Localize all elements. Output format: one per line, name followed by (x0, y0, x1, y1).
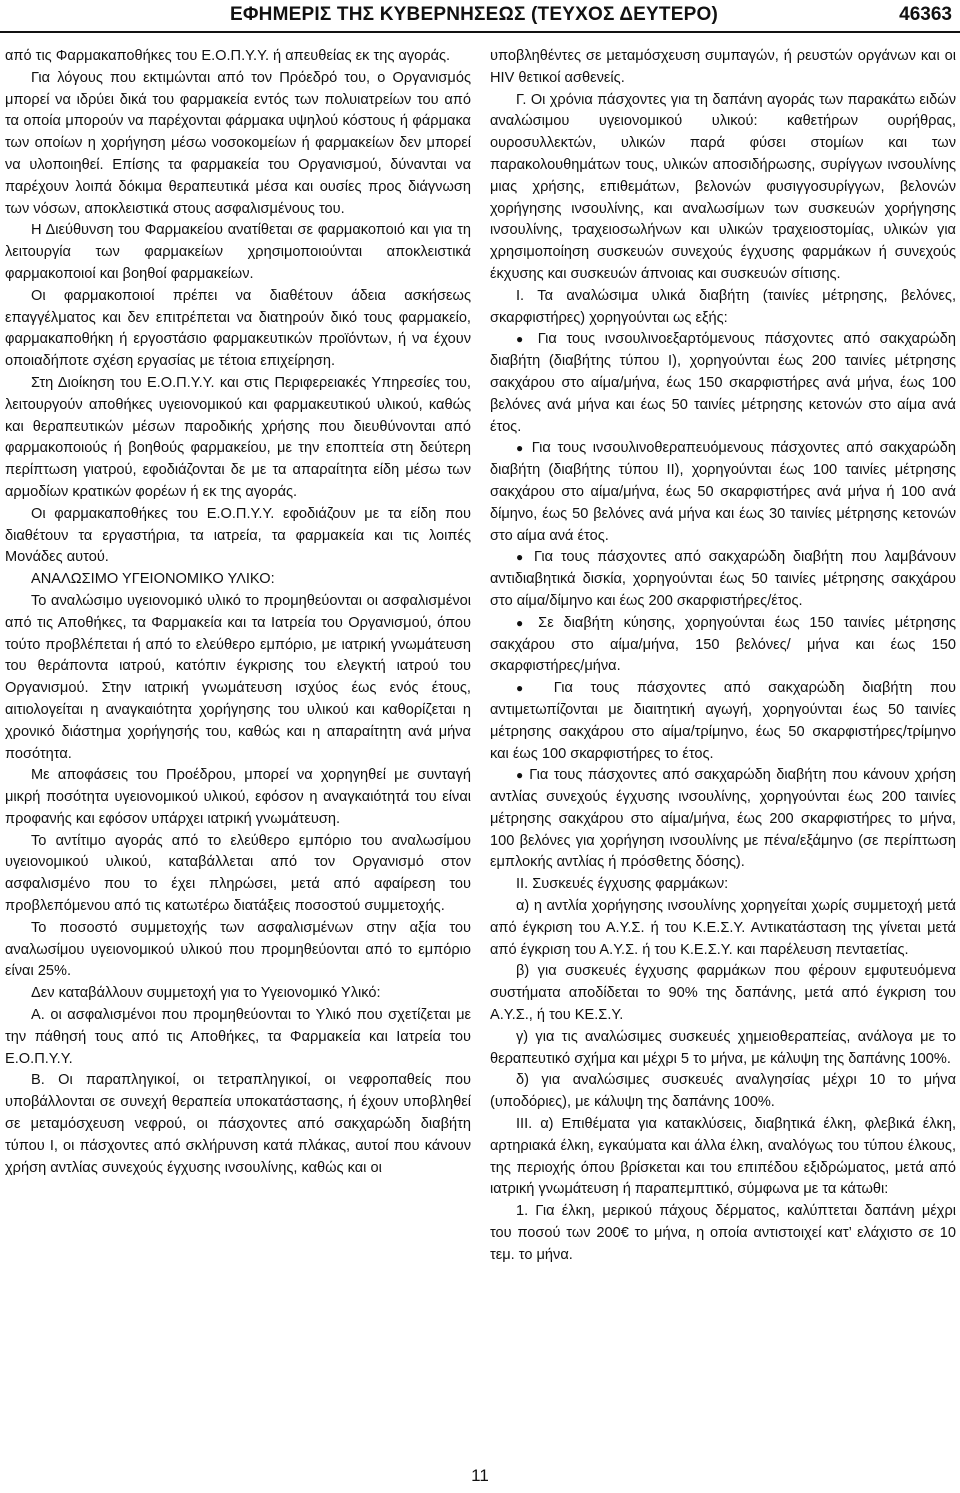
right-column (490, 46, 956, 1267)
paragraph: Με αποφάσεις του Προέδρου, μπορεί να χορηγηθεί με συνταγή μικρή ποσότητα υγειονομικού υλικού, εφόσον η αναγκαιότητά του είναι προφανής και εφόσον υπάρχει ιατρική γνωμάτευση. (5, 767, 471, 827)
paragraph: δ) για αναλώσιμες συσκευές αναλγησίας μέχρι 10 το μήνα (υποδόριες), με κάλυψη της δαπάνης 100%. (490, 1072, 956, 1111)
paragraph: Γ. Οι χρόνια πάσχοντες για τη δαπάνη αγοράς των παρακάτω ειδών αναλώσιμου υγειονομικού υλικού: καθετήρων ουρήθρας, ουροσυλλεκτών, υλικών παρά φύσει στομίων και των παρακολουθημάτων τους, υλικών αποσιδήρωσης, συρίγγων ινσουλίνης μιας χρήσης, επιθεμάτων, βελονών φυσιγγοσυρίγγων, βελονών χορήγησης ινσουλίνης, και αναλωσίμων των συσκευών χορήγησης ινσουλίνης, τραχειοσωλήνων και υλικών τραχειοστομίας, υλικών για χρησιμοποίηση συσκευών συνεχούς έγχυσης φαρμάκων ή συνεχούς έκχυσης και συσκευών άπνοιας και συσκευών σίτισης. (490, 91, 956, 282)
paragraph: Δεν καταβάλλουν συμμετοχή για το Υγειονομικό Υλικό: (31, 985, 381, 1002)
bullet-item: ● Σε διαβήτη κύησης, χορηγούνται έως 150 ταινίες μέτρησης σακχάρου στο αίμα/μήνα, 150 βελόνες/ μήνα και έως 150 σκαρφιστήρες/μήνα. (490, 613, 956, 678)
bullet-item: ● Για τους πάσχοντες από σακχαρώδη διαβήτη που αντιμετωπίζονται με διαιτητική αγωγή, χορηγούνται έως 50 ταινίες μέτρησης σακχάρου στο αίμα/τρίμηνο, έως 50 σκαρφιστήρες/τρίμηνο και έως 100 σκαρφιστήρες το έτος. (490, 678, 956, 765)
page-header (0, 0, 960, 36)
left-column (5, 46, 471, 1179)
paragraph: Το ποσοστό συμμετοχής των ασφαλισμένων στην αξία του αναλωσίμου υγειονομικού υλικού που προμηθεύονται από το εμπόριο είναι 25%. (5, 919, 471, 980)
paragraph: από τις Φαρμακαποθήκες του Ε.Ο.Π.Υ.Υ. ή απευθείας εκ της αγοράς. (5, 48, 451, 64)
bullet-item: ● Για τους πάσχοντες από σακχαρώδη διαβήτη που κάνουν χρήση αντλίας συνεχούς έγχυσης ινσουλίνης, χορηγούνται έως 200 ταινίες μέτρησης σακχάρου στο αίμα/μήνα, έως 200 σκαρφιστήρες το μήνα, 100 βελόνες για χορήγηση ινσουλίνης με πένα/εξάμηνο (σε περίπτωση εμπλοκής αντλίας ή πρόσθετης δόσης). (490, 765, 956, 874)
paragraph: α) η αντλία χορήγησης ινσουλίνης χορηγείται χωρίς συμμετοχή μετά από έγκριση του Α.Υ.Σ. ή του Κ.Ε.Σ.Υ. Αντικατάσταση της γίνεται μετά από έγκριση του Α.Υ.Σ. ή του Κ.Ε.Σ.Υ. και παρέλευση πενταετίας. (490, 898, 956, 958)
paragraph: Β. Οι παραπληγικοί, οι τετραπληγικοί, οι νεφροπαθείς που υποβάλλονται σε συνεχή θεραπεία υποκατάστασης, ή έχουν υποβληθεί σε μεταμόσχευση νεφρού, οι πάσχοντες από σακχαρώδη διαβήτη τύπου Ι, οι πάσχοντες από σκλήρυνση κατά πλάκας, αυτοί που κάνουν χρήση αντλίας συνεχούς έγχυσης ινσουλίνης, καθώς και οι (5, 1072, 471, 1176)
bullet-item: ● Για τους πάσχοντες από σακχαρώδη διαβήτη που λαμβάνουν αντιδιαβητικά δισκία, χορηγούνται έως 50 ταινίες μέτρησης σακχάρου στο αίμα/δίμηνο και έως 200 σκαρφιστήρες/έτος. (490, 547, 956, 612)
section-heading: ΑΝΑΛΩΣΙΜΟ ΥΓΕΙΟΝΟΜΙΚΟ ΥΛΙΚΟ: (31, 571, 275, 588)
gazette-title: ΕΦΗΜΕΡΙΣ ΤΗΣ ΚΥΒΕΡΝΗΣΕΩΣ (ΤΕΥΧΟΣ ΔΕΥΤΕΡΟ) (230, 4, 718, 25)
bullet-item: ● Για τους ινσουλινοθεραπευόμενους πάσχοντες από σακχαρώδη διαβήτη (διαβήτης τύπου ΙΙ), χορηγούνται έως 100 ταινίες μέτρησης σακχάρου στο αίμα/μήνα, έως 50 σκαρφιστήρες ανά μήνα ή 100 ανά δίμηνο, έως 50 βελόνες ανά μήνα και έως 30 ταινίες μέτρησης κετονών στο αίμα ανά έτος. (490, 438, 956, 547)
paragraph: β) για συσκευές έγχυσης φαρμάκων που φέρουν εμφυτευόμενα συστήματα αποδίδεται το 90% της δαπάνης, μετά από έγκριση του Α.Υ.Σ., ή του ΚΕ.Σ.Υ. (490, 963, 956, 1024)
paragraph: ΙΙΙ. α) Επιθέματα για κατακλύσεις, διαβητικά έλκη, φλεβικά έλκη, αρτηριακά έλκη, εγκαύματα και άλλα έλκη, αναλόγως του τύπου έλκους, της περιοχής όπου βρίσκεται και του επιπέδου εξιδρώματος, μετά από ιατρική γνωμάτευση ή παραπεμπτικό, σύμφωνα με τα κάτωθι: (490, 1116, 956, 1198)
footer-page-number: 11 (471, 1466, 489, 1485)
paragraph: Το αναλώσιμο υγειονομικό υλικό το προμηθεύονται οι ασφαλισμένοι από τις Αποθήκες, τα Φαρμακεία και τα Ιατρεία του Οργανισμού, όπου τούτο προβλέπεται ή από το ελεύθερο εμπόριο, με ιατρική γνωμάτευση του θεράποντα ιατρού, κατόπιν έγκρισης του ελεγκτή ιατρού του Οργανισμού. Στην ιατρική γνωμάτευση ισχύος έως ενός έτους, αιτιολογείται η αναγκαιότητα χορήγησης του υλικού και καθορίζεται η χρονικό διάστημα χορήγησής του, καθώς και η απαραίτητη ανά μήνα ποσότητα. (5, 592, 471, 762)
paragraph: Για λόγους που εκτιμώνται από τον Πρόεδρό του, ο Οργανισμός μπορεί να ιδρύει δικά του φαρμακεία εντός των πολυιατρείων του από τα οποία μπορούν να παρέχονται φάρμακα υψηλού κόστους ή φάρμακα των οποίων η χορήγηση μέσω νοσοκομείων ή φαρμακείων δεν μπορεί να υλοποιηθεί. Επίσης τα φαρμακεία του Οργανισμού, δύνανται να παρέχουν λοιπά δόκιμα θεραπευτικά μέσα και ουσίες προς διάγνωση των νόσων, αποκλειστικά στους ασφαλισμένους του. (5, 69, 471, 217)
gazette-page-number: 46363 (899, 4, 952, 25)
paragraph: Οι φαρμακοποιοί πρέπει να διαθέτουν άδεια ασκήσεως επαγγέλματος και δεν επιτρέπεται να διατηρούν δικό τους φαρμακείο, φαρμακαποθήκη ή εργοστάσιο φαρμακευτικών προϊόντων, ή να έχουν οποιαδήποτε σχέση εργασίας με τέτοια επιχείρηση. (5, 287, 471, 370)
paragraph: Α. οι ασφαλισμένοι που προμηθεύονται το Υλικό που σχετίζεται με την πάθησή τους από τις Αποθήκες, τα Φαρμακεία και Ιατρεία του Ε.Ο.Π.Υ.Υ. (5, 1007, 471, 1067)
header-divider (0, 31, 960, 33)
bullet-item: ● Για τους ινσουλινοεξαρτόμενους πάσχοντες από σακχαρώδη διαβήτη (διαβήτης τύπου Ι), χορηγούνται έως 200 ταινίες μέτρησης σακχάρου στο αίμα/μήνα, έως 150 σκαρφιστήρες ανά μήνα, έως 100 βελόνες ανά μήνα και έως 50 ταινίες μέτρησης κετονών στο αίμα ανά έτος. (490, 329, 956, 438)
paragraph: Ι. Τα αναλώσιμα υλικά διαβήτη (ταινίες μέτρησης, βελόνες, σκαρφιστήρες) χορηγούνται ως εξής: (490, 287, 956, 326)
paragraph: Στη Διοίκηση του Ε.Ο.Π.Υ.Υ. και στις Περιφερειακές Υπηρεσίες του, λειτουργούν αποθήκες υγειονομικού και φαρμακευτικού υλικού, καθώς και θεραπευτικών μέσων παροδικής χρήσης που διευθύνονται από φαρμακοποιούς ή βοηθούς φαρμακείου, με την εποπτεία στη δεύτερη περίπτωση γιατρού, εφοδιάζονται δε με τα απαραίτητα είδη μέσω των αρμοδίων κρατικών φορέων ή εκ της αγοράς. (5, 374, 471, 500)
paragraph: 1. Για έλκη, μερικού πάχους δέρματος, καλύπτεται δαπάνη μέχρι του ποσού των 200€ το μήνα, η οποία αντιστοιχεί κατ’ ελάχιστο σε 10 τεμ. το μήνα. (490, 1203, 956, 1263)
section-heading: ΙΙ. Συσκευές έγχυσης φαρμάκων: (516, 876, 729, 893)
paragraph: υποβληθέντες σε μεταμόσχευση συμπαγών, ή ρευστών οργάνων και οι HIV θετικοί ασθενείς. (490, 48, 956, 86)
paragraph: Το αντίτιμο αγοράς από το ελεύθερο εμπόριο του αναλωσίμου υγειονομικού υλικού, καταβάλλεται από τον Οργανισμό στον ασφαλισμένο που το έχει πληρώσει, μετά από αφαίρεση του προβλεπόμενου από τις κατωτέρω διατάξεις ποσοστού συμμετοχής. (5, 832, 471, 915)
paragraph: γ) για τις αναλώσιμες συσκευές χημειοθεραπείας, ανάλογα με το θεραπευτικό σχήμα και μέχρι 5 το μήνα, με κάλυψη της δαπάνης 100%. (490, 1028, 956, 1067)
paragraph: Η Διεύθυνση του Φαρμακείου ανατίθεται σε φαρμακοποιό και για τη λειτουργία των φαρμακείων χρησιμοποιούνται αποκλειστικά φαρμακοποιοί και βοηθοί φαρμακείων. (5, 222, 471, 282)
paragraph: Οι φαρμακαποθήκες του Ε.Ο.Π.Υ.Υ. εφοδιάζουν με τα είδη που διαθέτουν τα εργαστήρια, τα ιατρεία, τα φαρμακεία και τις λοιπές Μονάδες αυτού. (5, 505, 471, 566)
